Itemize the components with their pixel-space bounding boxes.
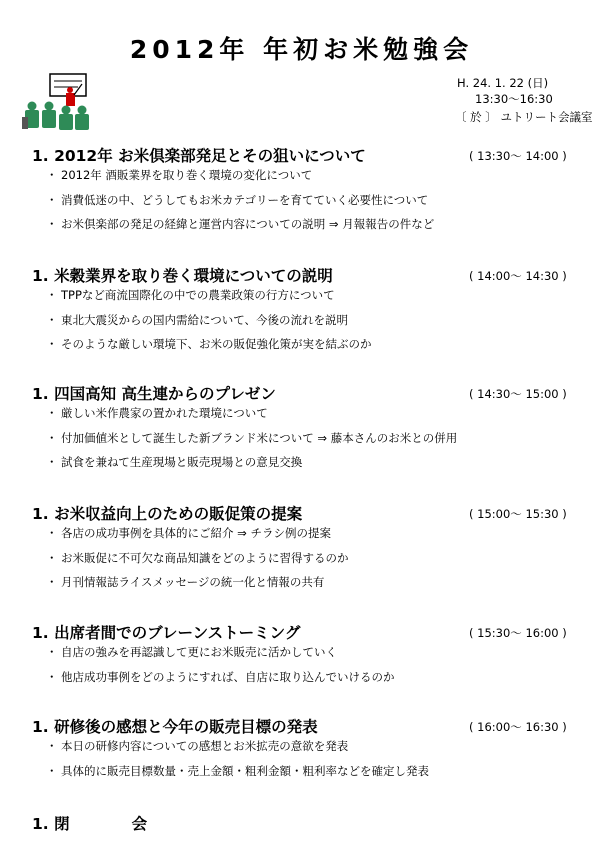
meeting-time: 13:30～16:30 [475, 92, 553, 106]
section-title: 1. 米穀業界を取り巻く環境についての説明 [32, 267, 333, 285]
section-title: 1. 出席者間でのブレーンストーミング [32, 624, 301, 642]
section-time: ( 15:00～ 15:30 ) [469, 507, 567, 521]
section-title: 1. 2012年 お米倶楽部発足とその狙いについて [32, 147, 366, 165]
agenda-item: ・ そのような厳しい環境下、お米の販促強化策が実を結ぶのか [46, 337, 372, 351]
agenda-item: ・ 月刊情報誌ライスメッセージの統一化と情報の共有 [46, 575, 325, 589]
section-time: ( 16:00～ 16:30 ) [469, 720, 567, 734]
agenda-section-1 [22, 144, 582, 240]
section-title: 1. お米収益向上のための販促策の提案 [32, 505, 303, 523]
agenda-item: ・ 他店成功事例をどのようにすれば、自店に取り込んでいけるのか [46, 669, 395, 684]
agenda-section-5 [22, 621, 582, 692]
page-title: 2012年 年初お米勉強会 [129, 35, 474, 64]
agenda-item: ・ 自店の強みを再認識して更にお米販売に活かしていく [46, 645, 337, 659]
meeting-venue: 〔 於 〕 ユトリート会議室 [455, 110, 593, 124]
agenda-item: ・ 試食を兼ねて生産現場と販売現場との意見交換 [46, 455, 303, 469]
section-title: 1. 四国高知 高生連からのプレゼン [32, 385, 276, 403]
agenda-item: ・ 付加価値米として誕生した新ブランド米について ⇒ 藤本さんのお米との併用 [46, 430, 458, 445]
agenda-item: ・ 厳しい米作農家の置かれた環境について [46, 406, 268, 420]
agenda-item: ・ TPPなど商流国際化の中での農業政策の行方について [46, 288, 335, 302]
agenda-section-2 [22, 264, 582, 360]
presentation-meeting-icon [20, 72, 92, 132]
agenda-item: ・ お米倶楽部の発足の経緯と運営内容についての説明 ⇒ 月報報告の件など [46, 217, 435, 231]
section-title: 1. 研修後の感想と今年の販売目標の発表 [32, 718, 318, 736]
section-time: ( 15:30～ 16:00 ) [469, 626, 567, 640]
agenda-item: ・ 東北大震災からの国内需給について、今後の流れを説明 [46, 312, 349, 327]
agenda-item: ・ 消費低迷の中、どうしてもお米カテゴリーを育てていく必要性について [46, 192, 429, 207]
section-time: ( 14:30～ 15:00 ) [469, 387, 567, 401]
meeting-date: H. 24. 1. 22 (日) [457, 76, 549, 90]
section-time: ( 13:30～ 14:00 ) [469, 149, 567, 163]
agenda-item: ・ 本日の研修内容についての感想とお米拡売の意欲を発表 [46, 739, 349, 753]
agenda-section-4 [22, 502, 582, 598]
section-time: ( 14:00～ 14:30 ) [469, 269, 567, 283]
agenda-item: ・ 具体的に販売目標数量・売上金額・粗利金額・粗利率などを確定し発表 [46, 763, 429, 778]
agenda-section-closing [22, 812, 582, 834]
agenda-item: ・ 各店の成功事例を具体的にご紹介 ⇒ チラシ例の提案 [46, 526, 331, 540]
agenda-item: ・ 2012年 酒販業界を取り巻く環境の変化について [46, 168, 313, 182]
agenda-item: ・ お米販促に不可欠な商品知識をどのように習得するのか [46, 550, 349, 565]
agenda-section-6 [22, 715, 582, 786]
agenda-section-3 [22, 382, 582, 478]
section-title: 1. 閉 会 [32, 815, 148, 833]
